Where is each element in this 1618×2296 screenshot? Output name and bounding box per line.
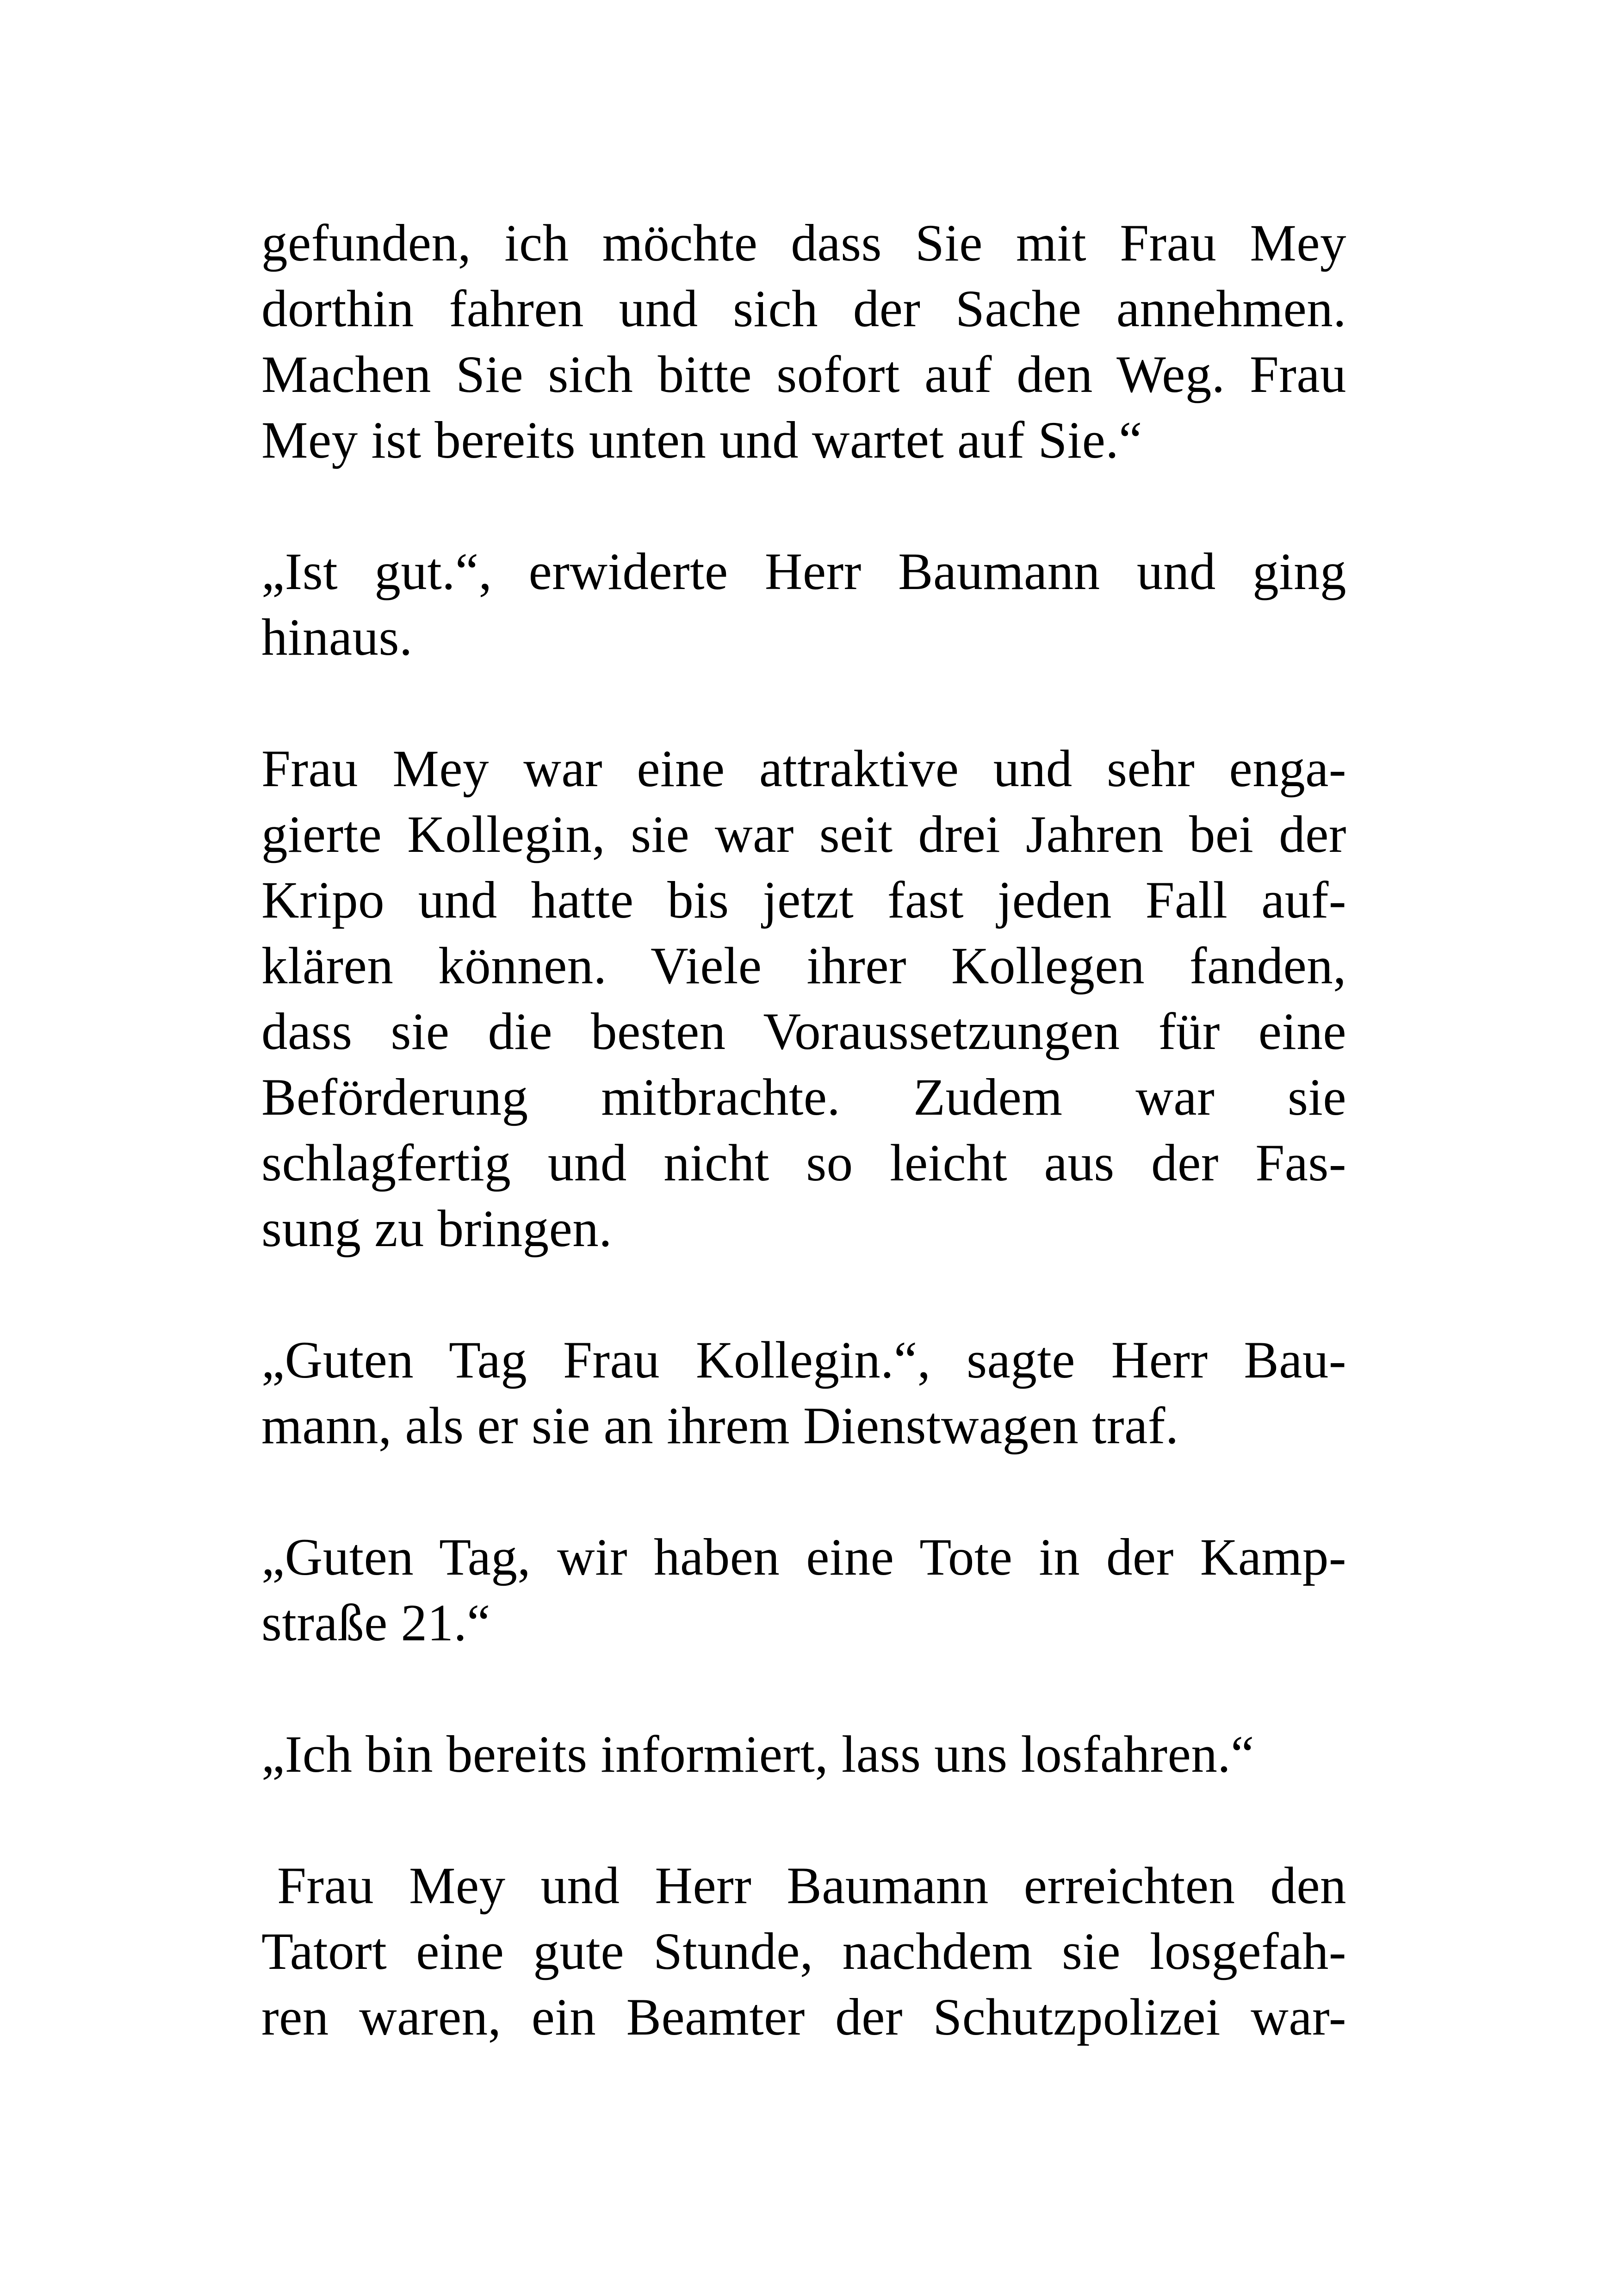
text-line: Machen Sie sich bitte sofort auf den Weg. Frau <box>261 346 1346 403</box>
text-line: „Guten Tag Frau Kollegin.“, sagte Herr Bau- <box>261 1331 1346 1389</box>
text-line: „Guten Tag, wir haben eine Tote in der Kamp- <box>261 1528 1346 1586</box>
text-line: „Ich bin bereits informiert, lass uns losfahren.“ <box>261 1725 1254 1783</box>
paragraph <box>261 1853 1346 2050</box>
text-line: Mey ist bereits unten und wartet auf Sie.“ <box>261 411 1142 469</box>
paragraph <box>261 211 1346 473</box>
text-line: straße 21.“ <box>261 1594 490 1652</box>
text-line: klären können. Viele ihrer Kollegen fanden, <box>261 937 1346 995</box>
text-line: schlagfertig und nicht so leicht aus der Fas- <box>261 1134 1346 1192</box>
text-line: gierte Kollegin, sie war seit drei Jahren bei der <box>261 806 1346 863</box>
text-block <box>261 211 1346 2116</box>
text-line: sung zu bringen. <box>261 1200 613 1258</box>
paragraph <box>261 539 1346 670</box>
text-line: Kripo und hatte bis jetzt fast jeden Fall auf- <box>261 871 1346 929</box>
text-line: Frau Mey war eine attraktive und sehr enga- <box>261 740 1346 798</box>
text-line: gefunden, ich möchte dass Sie mit Frau Mey <box>261 214 1346 272</box>
text-line: hinaus. <box>261 608 413 666</box>
paragraph <box>261 736 1346 1262</box>
text-line: mann, als er sie an ihrem Dienstwagen traf. <box>261 1397 1179 1455</box>
paragraph <box>261 1525 1346 1656</box>
text-line: ren waren, ein Beamter der Schutzpolizei war- <box>261 1988 1346 2046</box>
text-line: Frau Mey und Herr Baumann erreichten den <box>277 1857 1346 1915</box>
text-line: „Ist gut.“, erwiderte Herr Baumann und ging <box>261 543 1346 601</box>
text-line: dass sie die besten Voraussetzungen für eine <box>261 1003 1346 1061</box>
paragraph <box>261 1722 1346 1787</box>
text-line: dorthin fahren und sich der Sache annehmen. <box>261 280 1346 338</box>
text-line: Tatort eine gute Stunde, nachdem sie losgefah- <box>261 1923 1346 1980</box>
text-line: Beförderung mitbrachte. Zudem war sie <box>261 1068 1346 1126</box>
paragraph <box>261 1328 1346 1459</box>
